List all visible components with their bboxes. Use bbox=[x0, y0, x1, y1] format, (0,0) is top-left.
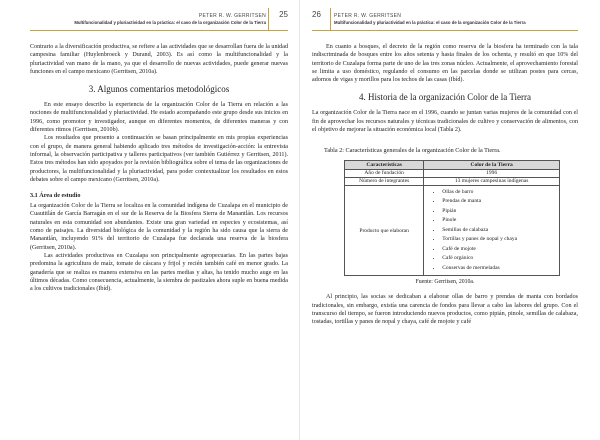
products-cell bbox=[424, 185, 560, 276]
paragraph: Los resultados que presento a continuación se basan principalmente en mis propias experiencias con el grupo, de manera general habiendo aplicado tres métodos de investigación-acción: la entrevista informal, la observación participativa y talleres participativos (ver también Gutiérrez y Gerritsen, 2011). Estos tres métodos han sido apoyados por la revisión bibliográfica sobre el tema de las organizaciones de productores, la multifuncionalidad y la pluriactividad, para poder contextualizar los resultados en estos debates sobre el campo mexicano (Gerritsen, 2010a). bbox=[30, 135, 288, 183]
product-item: • Café de mojote bbox=[442, 245, 555, 255]
header-title: Multifuncionalidad y pluriactividad en la práctica: el caso de la organización Color de la Tierra bbox=[334, 20, 526, 25]
product-item: • Prendas de manta bbox=[442, 197, 555, 207]
subsection-heading: 3.1 Área de estudio bbox=[30, 192, 81, 200]
table-row bbox=[345, 169, 560, 177]
paragraph: Al principio, las socias se dedicaban a elaborar ollas de barro y prendas de manta con bordados tradicionales, sin embargo, existía una carencia de fondos para llevar a cabo las labores del grupo. Con el transcurso del tiempo, se fueron introduciendo nuevos productos, como pipián, pinole, semillas de calabaza, tostadas, tortillas y panes de nopal y chaya, café de mojote y café bbox=[312, 294, 578, 326]
header-author: PETER R. W. GERRITSEN bbox=[198, 13, 266, 19]
header-rule bbox=[330, 8, 331, 30]
table-cell: Producto que elaboran bbox=[345, 185, 424, 276]
product-item: • Conservas de mermeladas bbox=[442, 264, 555, 274]
page-header bbox=[30, 0, 288, 31]
table-header-cell: Características bbox=[345, 161, 424, 169]
page-number: 25 bbox=[279, 10, 288, 19]
paragraph: Contrario a la diversificación productiva, se refiere a las actividades que se desarrollan fuera de la unidad campesina familiar (Huylenbroeck y Durand, 2003). Es así como la multifuncionalidad y la pluriactividad van mano de la mano, ya que el desarrollo de nuevas actividades, puede generar nuevas funciones en el campo mexicano (Gerritsen, 2010a). bbox=[30, 44, 288, 75]
header-title: Multifuncionalidad y pluriactividad en la práctica: el caso de la organización Color de la Tierra bbox=[74, 20, 266, 25]
paragraph: La organización Color de la Tierra nace en el 1996, cuando se juntan varias mujeres de la comunidad con el fin de aprovechar los recursos naturales y técnicas tradicionales de cultivo y conservación de alimentos, con el objetivo de mejorar la situación económica local (Tabla 2). bbox=[312, 110, 578, 134]
table-cell: Año de fundación bbox=[345, 169, 424, 177]
header-rule bbox=[268, 8, 269, 30]
paragraph: La organización Color de la Tierra se localiza en la comunidad indígena de Cuzalapa en el municipio de Cuautitlán de García Barragán en el sur de la Reserva de la Biosfera Sierra de Manantlán. Los recursos naturales en esta comunidad son abundantes. Existe una gran variedad en especies y ecosistemas, así como de paisajes. La diversidad biológica de la comunidad y la región ha sido causa que la sierra de Manantlán, incluyendo 91% del territorio de Cuzalapa fue declarada una reserva de la biosfera (Gerritsen, 2010a). bbox=[30, 203, 288, 251]
header-author: PETER R. W. GERRITSEN bbox=[334, 13, 402, 19]
right-page bbox=[300, 0, 600, 440]
product-item: • Pinole bbox=[442, 216, 555, 226]
paragraph: Las actividades productivas en Cuzalapa son principalmente agropecuarias. En las partes bajas predomina la agricultura de maíz, tomate de cáscara y frijol y recién también café en menor grado. La ganadería que se realiza es manera extensiva en las partes medias y altas, ha tenido mucho auge en las últimos décadas. Como consecuencia, actualmente, la siembra de pastizales ahora suple en buena medida a los cultivos tradicionales (Ibíd). bbox=[30, 252, 288, 293]
product-item: • Ollas de barro bbox=[442, 188, 555, 198]
section-heading: 3. Algunos comentarios metodológicos bbox=[88, 84, 230, 95]
products-list bbox=[428, 188, 555, 274]
table-cell: 13 mujeres campesinas indígenas bbox=[424, 177, 560, 185]
table-header-cell: Color de la Tierra bbox=[424, 161, 560, 169]
table-cell: 1996 bbox=[424, 169, 560, 177]
section-heading: 4. Historia de la organización Color de la Tierra bbox=[358, 92, 532, 103]
page-number: 26 bbox=[312, 10, 321, 19]
table-row bbox=[345, 177, 560, 185]
product-item: • Tortillas y panes de nopal y chaya bbox=[442, 235, 555, 245]
product-item: • Café orgánico bbox=[442, 254, 555, 264]
paragraph: En cuanto a bosques, el decreto de la región como reserva de la biosfera ha terminado con la tala indiscriminada de bosques entre los años setenta y hasta finales de los ochenta, y resultó en que 10% del territorio de Cuzalapa forma parte de uno de las tres zonas núcleo. Actualmente, el aprovechamiento forestal se limita a uso doméstico, regulando el consumo en las parcelas donde se utilizan postes para cercas, adornos de vigas y morillos para los techos de las casas (Ibíd). bbox=[312, 44, 578, 84]
paragraph: En este ensayo describo la experiencia de la organización Color de la Tierra en relación a las nociones de multifuncionalidad y pluriactividad. He estado acompañando este grupo desde sus inicios en 1996, como promotor y investigador, aunque en diferentes momentos, de diferentes maneras y con diferentes ritmos (Gerritsen, 2010b). bbox=[30, 102, 288, 134]
product-item: • Semillas de calabaza bbox=[442, 226, 555, 236]
product-item: • Pipián bbox=[442, 207, 555, 217]
table-caption: Tabla 2: Características generales de la organización Color de la Tierra. bbox=[324, 147, 501, 155]
table-source: Fuente: Gerritsen, 2010a. bbox=[415, 279, 475, 286]
table-cell: Número de integrantes bbox=[345, 177, 424, 185]
table-header-row bbox=[345, 161, 560, 169]
page-header bbox=[312, 0, 578, 31]
table-row bbox=[345, 185, 560, 276]
page-body bbox=[312, 43, 578, 327]
page-body bbox=[30, 43, 288, 293]
characteristics-table bbox=[344, 160, 560, 276]
